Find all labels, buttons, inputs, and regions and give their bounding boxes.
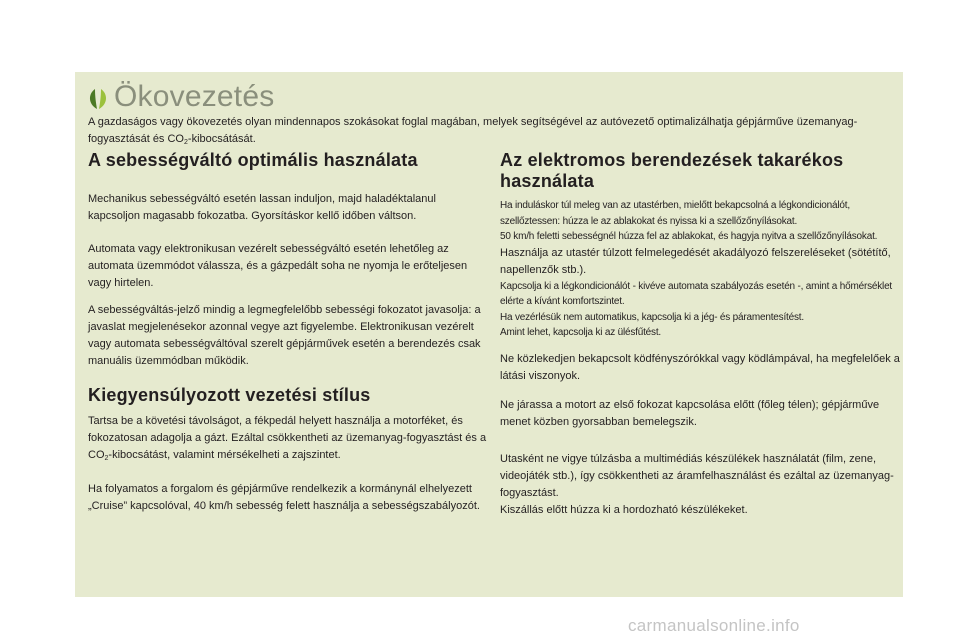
paragraph-automatic-gearbox: Automata vagy elektronikusan vezérelt sebességváltó esetén lehetőleg az automata üzemmódot válassza, és a gázpedált soha ne nyomja le erőteljesen vagy hirtelen. [88, 243, 468, 289]
section-heading-gearbox: A sebességváltó optimális használata [88, 150, 418, 170]
paragraph-multimedia: Utasként ne vigye túlzásba a multimédiás készülékek használatát (film, zene, videojáték stb.), így csökkentheti az áramfelhasználást és ezáltal az üzemanyag-fogyasztást. [500, 452, 894, 499]
right-column [500, 150, 900, 519]
tip-line: Használja az utastér túlzott felmelegedését akadályozó felszereléseket (sötétítő, napellenzők stb.). [500, 246, 891, 276]
eco-leaf-icon [85, 86, 111, 112]
paragraph-fog-lights: Ne közlekedjen bekapcsolt ködfényszórókkal vagy ködlámpával, ha megfelelőek a látási viszonyok. [500, 352, 900, 382]
section-heading-electrical: Az elektromos berendezések takarékos használata [500, 150, 844, 191]
tip-line: 50 km/h feletti sebességnél húzza fel az ablakokat, és hagyja nyitva a szellőzőnyílásokat. [500, 231, 878, 242]
tip-line: Amint lehet, kapcsolja ki az ülésfűtést. [500, 327, 661, 338]
left-column [88, 150, 488, 515]
section-heading-driving-style: Kiegyensúlyozott vezetési stílus [88, 385, 371, 405]
tip-line: Ha vezérlésük nem automatikus, kapcsolja ki a jég- és páramentesítést. [500, 311, 804, 323]
paragraph-unplug-devices: Kiszállás előtt húzza ki a hordozható készülékeket. [500, 503, 748, 516]
paragraph-driving-style: Tartsa be a követési távolságot, a fékpedál helyett használja a motorféket, és fokozatosan adagolja a gázt. Ezáltal csökkentheti az üzemanyag-fogyasztást és a $CO_2$-kibocsátást, valamint mérsékelheti a zajszintet. [88, 415, 487, 462]
paragraph-cruise-control: Ha folyamatos a forgalom és gépjárműve rendelkezik a kormánynál elhelyezett „Cruise” kapcsolóval, 40 km/h sebesség felett használja a sebességszabályozót. [88, 483, 480, 512]
paragraph-manual-gearbox: Mechanikus sebességváltó esetén lassan induljon, majd haladéktalanul kapcsoljon magasabb fokozatba. Gyorsításkor kellő időben váltson. [88, 193, 436, 222]
watermark: carmanualsonline.info [628, 616, 800, 635]
paragraph-gear-indicator: A sebességváltás-jelző mindig a legmegfelelőbb sebességi fokozatot javasolja: a javaslat megjelenésekor azonnal vegye azt figyelembe. Elektronikusan vezérelt vagy automata sebességváltóval szerelt gépjárművek esetén a berendezés csak manuális üzemmódban működik. [88, 304, 481, 367]
intro-text: A gazdaságos vagy ökovezetés olyan mindennapos szokásokat foglal magában, melyek segítségével az autóvezető optimalizálhatja gépjárműve üzemanyag-fogyasztását és $CO_2$-kibocsátását. [88, 116, 858, 146]
tip-line: Kapcsolja ki a légkondicionálót - kivéve automata szabályozás esetén -, amint a hőmérséklet elérte a kívánt komfortszintet. [500, 280, 893, 307]
electrical-tips [500, 198, 900, 341]
page-title: Ökovezetés [114, 80, 275, 113]
tip-line: Ha induláskor túl meleg van az utastérben, mielőtt bekapcsolná a légkondicionálót, szellőztessen: húzza le az ablakokat és nyissa ki a szellőzőnyílásokat. [500, 200, 850, 227]
paragraph-engine-warmup: Ne járassa a motort az első fokozat kapcsolása előtt (főleg télen); gépjárműve menet közben gyorsabban bemelegszik. [500, 398, 880, 428]
